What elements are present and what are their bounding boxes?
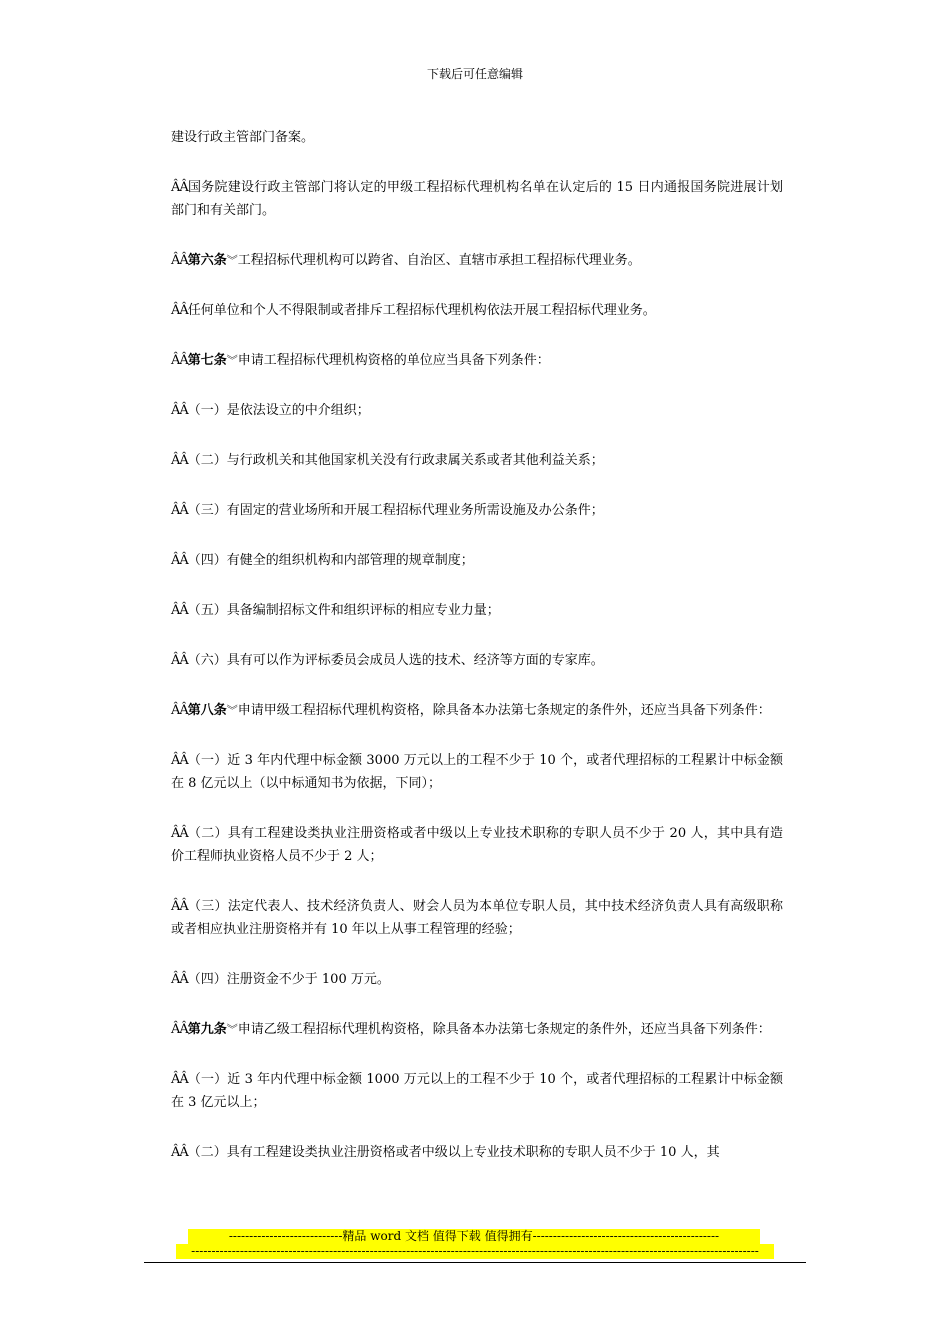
paragraph-text: （三）法定代表人、技术经济负责人、财会人员为本单位专职人员，其中技术经济负责人具有高级职称或者相应执业注册资格并有 10 年以上从事工程管理的经验； [171, 899, 783, 937]
paragraph-text: 任何单位和个人不得限制或者排斥工程招标代理机构依法开展工程招标代理业务。 [187, 303, 656, 318]
paragraph-text: （五）具备编制招标文件和组织评标的相应专业力量； [187, 603, 500, 618]
indent-glyph: ÂÂ [171, 553, 188, 568]
indent-glyph: ÂÂ [171, 503, 188, 518]
indent-glyph: ÂÂ [171, 899, 188, 914]
article-marker: ︾ [226, 1023, 238, 1036]
paragraph [171, 749, 783, 795]
paragraph [171, 1068, 783, 1114]
paragraph [171, 249, 783, 272]
indent-glyph: ÂÂ [171, 353, 188, 368]
paragraph-text: 申请乙级工程招标代理机构资格，除具备本办法第七条规定的条件外，还应当具备下列条件： [237, 1022, 771, 1037]
paragraph-text: 建设行政主管部门备案。 [171, 130, 315, 145]
paragraph [171, 895, 783, 941]
footer-banner-line-1: ----------------------------精品 word 文档 值得下载 值得拥有---------------------------------------------- [188, 1229, 760, 1244]
paragraph [171, 968, 783, 991]
indent-glyph: ÂÂ [171, 753, 188, 768]
paragraph [171, 299, 783, 322]
paragraph-text: （三）有固定的营业场所和开展工程招标代理业务所需设施及办公条件； [187, 503, 604, 518]
paragraph [171, 349, 783, 372]
indent-glyph: ÂÂ [171, 703, 188, 718]
indent-glyph: ÂÂ [171, 603, 188, 618]
indent-glyph: ÂÂ [171, 453, 188, 468]
paragraph-text: （六）具有可以作为评标委员会成员人选的技术、经济等方面的专家库。 [187, 653, 604, 668]
paragraph-text: （一）近 3 年内代理中标金额 1000 万元以上的工程不少于 10 个，或者代理招标的工程累计中标金额在 3 亿元以上； [171, 1072, 783, 1110]
paragraph-text: 工程招标代理机构可以跨省、自治区、直辖市承担工程招标代理业务。 [237, 253, 641, 268]
paragraph [171, 822, 783, 868]
paragraph-text: （二）具有工程建设类执业注册资格或者中级以上专业技术职称的专职人员不少于 10 人，其 [187, 1145, 720, 1160]
paragraph-text: （一）近 3 年内代理中标金额 3000 万元以上的工程不少于 10 个，或者代理招标的工程累计中标金额在 8 亿元以上（以中标通知书为依据，下同）； [171, 753, 783, 791]
article-number: 第九条 [187, 1022, 227, 1037]
article-marker: ︾ [226, 704, 238, 717]
footer-banner [176, 1229, 774, 1259]
indent-glyph: ÂÂ [171, 403, 188, 418]
article-number: 第七条 [187, 353, 227, 368]
paragraph [171, 399, 783, 422]
paragraph-text: （二）具有工程建设类执业注册资格或者中级以上专业技术职称的专职人员不少于 20 人，其中具有造价工程师执业资格人员不少于 2 人； [171, 826, 783, 864]
paragraph-text: 国务院建设行政主管部门将认定的甲级工程招标代理机构名单在认定后的 15 日内通报国务院进展计划部门和有关部门。 [171, 180, 783, 218]
paragraph [171, 126, 783, 149]
paragraph-text: 申请工程招标代理机构资格的单位应当具备下列条件： [237, 353, 550, 368]
article-number: 第八条 [187, 703, 227, 718]
paragraph-text: （四）有健全的组织机构和内部管理的规章制度； [187, 553, 474, 568]
footer-divider [144, 1262, 806, 1263]
indent-glyph: ÂÂ [171, 826, 188, 841]
paragraph [171, 699, 783, 722]
document-body [171, 126, 783, 1191]
paragraph [171, 549, 783, 572]
paragraph [171, 649, 783, 672]
article-number: 第六条 [187, 253, 227, 268]
indent-glyph: ÂÂ [171, 1022, 188, 1037]
paragraph-text: （一）是依法设立的中介组织； [187, 403, 370, 418]
indent-glyph: ÂÂ [171, 303, 188, 318]
indent-glyph: ÂÂ [171, 180, 188, 195]
article-marker: ︾ [226, 354, 238, 367]
paragraph [171, 449, 783, 472]
indent-glyph: ÂÂ [171, 653, 188, 668]
paragraph [171, 1018, 783, 1041]
paragraph-text: 申请甲级工程招标代理机构资格，除具备本办法第七条规定的条件外，还应当具备下列条件： [237, 703, 771, 718]
indent-glyph: ÂÂ [171, 972, 188, 987]
indent-glyph: ÂÂ [171, 1072, 188, 1087]
page-header: 下载后可任意编辑 [426, 67, 523, 81]
paragraph [171, 599, 783, 622]
paragraph-text: （二）与行政机关和其他国家机关没有行政隶属关系或者其他利益关系； [187, 453, 604, 468]
paragraph [171, 176, 783, 222]
article-marker: ︾ [226, 254, 238, 267]
paragraph [171, 1141, 783, 1164]
paragraph [171, 499, 783, 522]
footer-banner-line-2: -------------------------------------------------------------------------------------------------------------------------------------------- [176, 1244, 774, 1259]
paragraph-text: （四）注册资金不少于 100 万元。 [187, 972, 390, 987]
indent-glyph: ÂÂ [171, 253, 188, 268]
indent-glyph: ÂÂ [171, 1145, 188, 1160]
